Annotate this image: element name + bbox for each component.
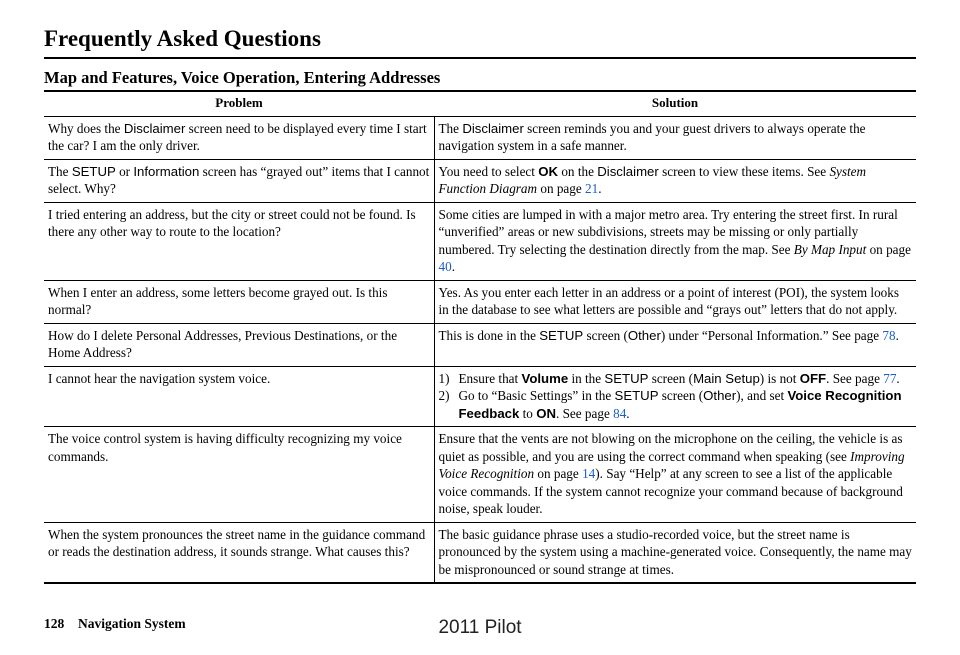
reference-title: Improving Voice Recognition: [438, 448, 905, 481]
page-link[interactable]: 14: [582, 466, 596, 481]
screen-name: SETUP: [614, 388, 659, 403]
reference-title: System Function Diagram: [438, 163, 867, 196]
page-number: 128: [44, 616, 65, 631]
section-subtitle: Map and Features, Voice Operation, Entering Addresses: [44, 68, 441, 87]
step-number: 2): [438, 388, 450, 403]
title-rule: [44, 57, 916, 59]
problem-cell: When I enter an address, some letters become grayed out. Is this normal?: [44, 280, 434, 323]
setting-value: OFF: [799, 370, 827, 386]
setting-name: Voice Recognition Feedback: [458, 388, 902, 421]
table-row: [44, 522, 916, 583]
setting-value: ON: [536, 405, 556, 421]
page-link[interactable]: 40: [438, 259, 452, 274]
solution-cell: This is done in the SETUP screen (Other) under “Personal Information.” See page 78.: [434, 323, 916, 366]
screen-name: Information: [133, 163, 200, 179]
problem-cell: The SETUP or Information screen has “grayed out” items that I cannot select. Why?: [44, 159, 434, 202]
screen-name: Disclaimer: [462, 120, 524, 136]
problem-cell: How do I delete Personal Addresses, Previous Destinations, or the Home Address?: [44, 323, 434, 366]
problem-cell: When the system pronounces the street name in the guidance command or reads the destination address, it sounds strange. What causes this?: [44, 522, 434, 583]
table-header-row: [44, 91, 916, 116]
table-row: [44, 159, 916, 202]
header-solution: Solution: [434, 91, 916, 116]
screen-name: Main Setup: [693, 370, 760, 386]
page-link[interactable]: 84: [613, 405, 627, 421]
solution-step: 2) Go to “Basic Settings” in the SETUP screen (Other), and set Voice Recognition Feedback to ON. See page 84.: [438, 388, 902, 421]
solution-cell: Ensure that the vents are not blowing on the microphone on the ceiling, the vehicle is as quiet as possible, and you are using the correct command when speaking (see Improving Voice Recognition on page 14). Say “Help” at any screen to see a list of the applicable voice commands. If the system cannot recognize your command because of background noise, speak louder.: [434, 427, 916, 523]
reference-title: By Map Input: [793, 241, 867, 257]
table-row: [44, 280, 916, 323]
table-row: [44, 323, 916, 366]
step-number: 1): [438, 370, 450, 386]
solution-cell: The Disclaimer screen reminds you and your guest drivers to always operate the navigation system in a safe manner.: [434, 116, 916, 159]
watermark: 2011 Pilot: [438, 617, 522, 638]
solution-step: 1) Ensure that Volume in the SETUP screen (Main Setup) is not OFF. See page 77.: [438, 370, 900, 386]
screen-name: SETUP: [539, 327, 584, 343]
solution-cell: [434, 366, 916, 427]
problem-cell: Why does the Disclaimer screen need to be displayed every time I start the car? I am the only driver.: [44, 116, 434, 159]
screen-name: SETUP: [71, 163, 116, 179]
page-link[interactable]: 78: [882, 327, 896, 343]
button-name: OK: [538, 163, 559, 179]
screen-name: Disclaimer: [123, 120, 186, 136]
screen-name: Other: [703, 388, 737, 403]
solution-cell: Yes. As you enter each letter in an address or a point of interest (POI), the system looks in the database to see what letters are possible and “grays out” letters that do not apply.: [434, 280, 916, 323]
solution-cell: The basic guidance phrase uses a studio-recorded voice, but the street name is pronounced by the system using a machine-generated voice. Consequently, the name may be mispronounced or sound strange at times.: [434, 522, 916, 583]
problem-cell: I tried entering an address, but the city or street could not be found. Is there any other way to route to the location?: [44, 202, 434, 280]
table-row: [44, 366, 916, 427]
screen-name: Disclaimer: [597, 163, 659, 179]
table-row: [44, 202, 916, 280]
header-problem: Problem: [44, 91, 434, 116]
page-link[interactable]: 77: [883, 370, 897, 386]
problem-cell: The voice control system is having difficulty recognizing my voice commands.: [44, 427, 434, 523]
solution-cell: Some cities are lumped in with a major metro area. Try entering the street first. In rural “unverified” areas or new subdivisions, streets may be missing or only partially numbered. Try selecting the destination directly from the map. See By Map Input on page 40.: [434, 202, 916, 280]
faq-table: [44, 90, 916, 584]
footer-section-label: Navigation System: [78, 616, 186, 631]
table-row: [44, 427, 916, 523]
screen-name: SETUP: [604, 370, 649, 386]
setting-name: Volume: [521, 370, 569, 386]
page-title: Frequently Asked Questions: [44, 26, 321, 51]
problem-cell: I cannot hear the navigation system voice.: [44, 366, 434, 427]
page-link[interactable]: 21: [585, 181, 599, 196]
screen-name: Other: [627, 327, 661, 343]
table-row: [44, 116, 916, 159]
solution-cell: You need to select OK on the Disclaimer screen to view these items. See System Function Diagram on page 21.: [434, 159, 916, 202]
